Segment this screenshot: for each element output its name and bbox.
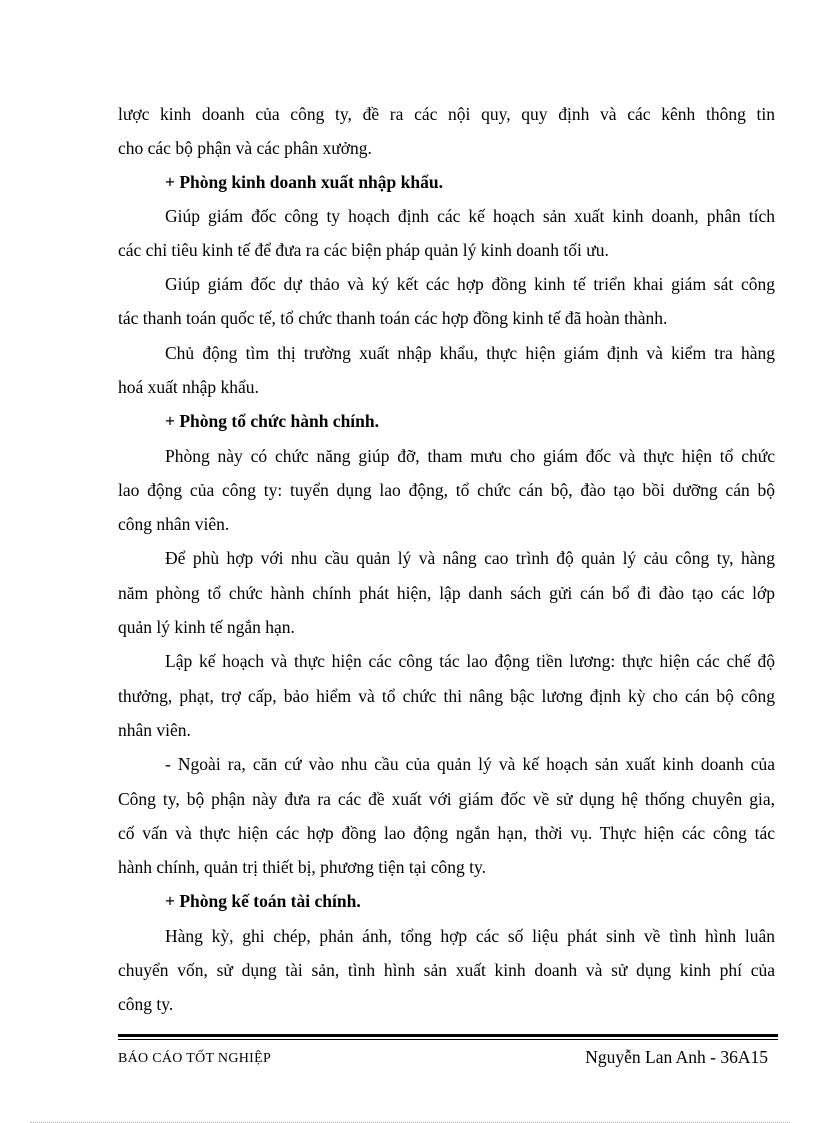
text-line: lao động của công ty: tuyển dụng lao động, tổ chức cán bộ, đào tạo bồi dưỡng cán bộ: [118, 480, 775, 500]
text-line: Để phù hợp với nhu cầu quản lý và nâng cao trình độ quản lý cảu công ty, hàng: [165, 548, 775, 568]
text-line: Chủ động tìm thị trường xuất nhập khẩu, thực hiện giám định và kiểm tra hàng: [165, 343, 775, 363]
footer-rule-thin: [118, 1039, 778, 1040]
text-line: lược kinh doanh của công ty, đề ra các nội quy, quy định và các kênh thông tin: [118, 104, 775, 124]
text-line: cho các bộ phận và các phân xưởng.: [118, 138, 372, 158]
section-heading-to-chuc: + Phòng tổ chức hành chính.: [165, 411, 379, 431]
text-line: nhân viên.: [118, 720, 191, 740]
footer-report-title: BÁO CÁO TỐT NGHIỆP: [118, 1051, 272, 1066]
text-line: Phòng này có chức năng giúp đỡ, tham mưu cho giám đốc và thực hiện tổ chức: [165, 446, 775, 466]
text-line: năm phòng tổ chức hành chính phát hiện, lập danh sách gửi cán bổ đi đào tạo các lớp: [118, 583, 775, 603]
text-line: Hàng kỳ, ghi chép, phản ánh, tổng hợp các số liệu phát sinh về tình hình luân: [165, 926, 775, 946]
text-line: quản lý kinh tế ngắn hạn.: [118, 617, 295, 637]
text-line: tác thanh toán quốc tế, tổ chức thanh toán các hợp đồng kinh tế đã hoàn thành.: [118, 308, 668, 328]
text-line: Giúp giám đốc công ty hoạch định các kế hoạch sản xuất kinh doanh, phân tích: [165, 206, 775, 226]
text-line: công ty.: [118, 994, 174, 1014]
text-line: cố vấn và thực hiện các hợp đồng lao động ngắn hạn, thời vụ. Thực hiện các công tác: [118, 823, 775, 843]
section-heading-ke-toan: + Phòng kế toán tài chính.: [165, 891, 361, 911]
text-line: - Ngoài ra, căn cứ vào nhu cầu của quản lý và kế hoạch sản xuất kinh doanh của: [165, 754, 775, 774]
footer-rule: [118, 1034, 778, 1037]
text-line: hoá xuất nhập khẩu.: [118, 377, 259, 397]
text-line: Công ty, bộ phận này đưa ra các đề xuất với giám đốc về sử dụng hệ thống chuyên gia,: [118, 789, 775, 809]
section-heading-kinh-doanh: + Phòng kinh doanh xuất nhập khẩu.: [165, 172, 443, 192]
text-line: các chỉ tiêu kinh tế để đưa ra các biện pháp quản lý kinh doanh tối ưu.: [118, 240, 609, 260]
text-line: Lập kế hoạch và thực hiện các công tác lao động tiền lương: thực hiện các chế độ: [165, 651, 775, 671]
text-line: thưởng, phạt, trợ cấp, bảo hiểm và tổ chức thi nâng bậc lương định kỳ cho cán bộ công: [118, 686, 775, 706]
text-line: chuyển vốn, sử dụng tài sản, tình hình sản xuất kinh doanh và sử dụng kinh phí của: [118, 960, 775, 980]
text-line: Giúp giám đốc dự thảo và ký kết các hợp đồng kinh tế triển khai giám sát công: [165, 274, 775, 294]
text-line: công nhân viên.: [118, 514, 230, 534]
footer-author: Nguyễn Lan Anh - 36A15: [585, 1047, 768, 1067]
text-line: hành chính, quản trị thiết bị, phương tiện tại công ty.: [118, 857, 487, 877]
